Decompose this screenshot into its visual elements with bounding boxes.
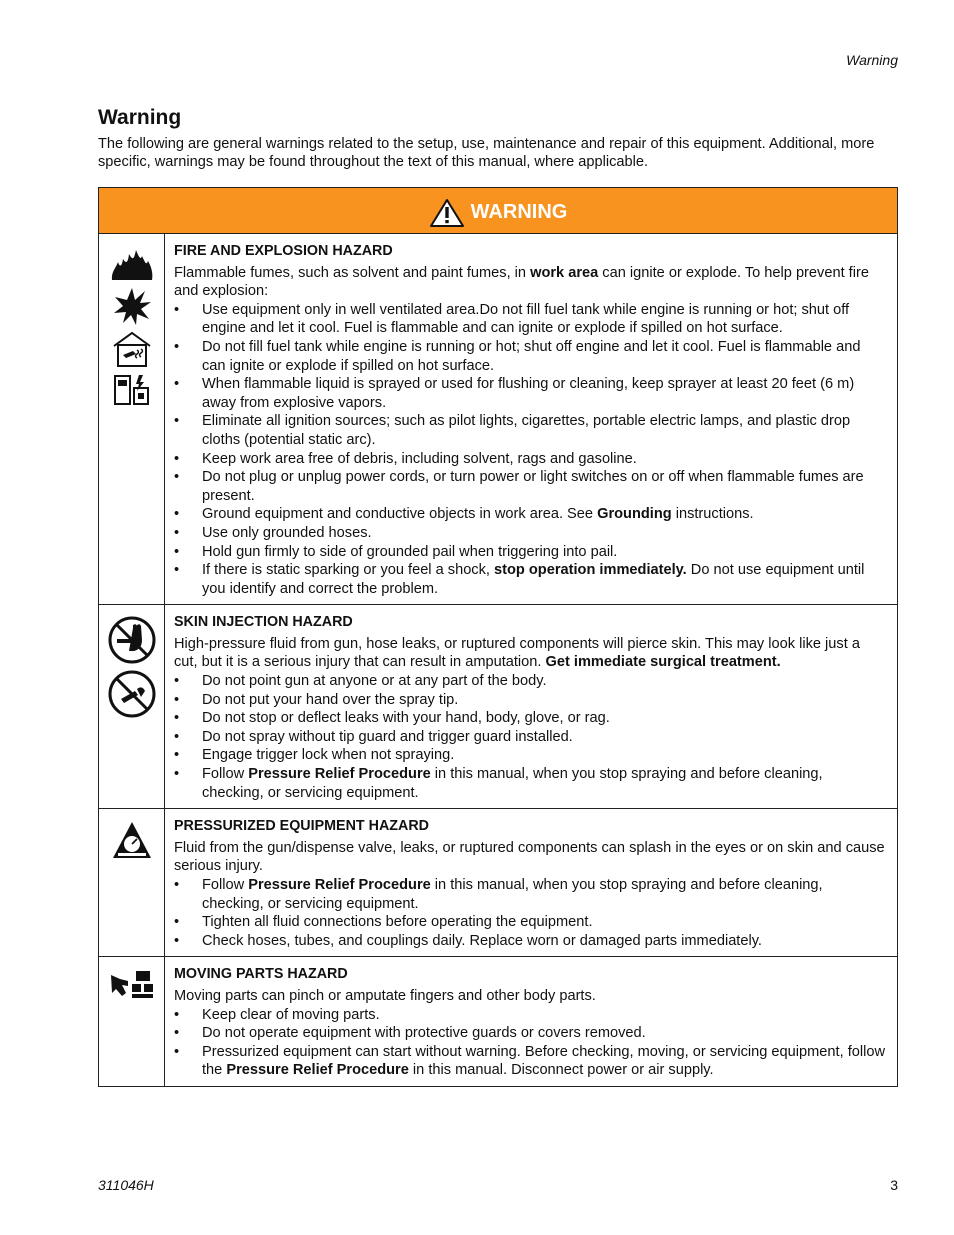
text-run: Fluid from the gun/dispense valve, leaks, or ruptured components can splash in the eyes or on skin and cause serious injury. [174, 839, 885, 875]
text-run: Flammable fumes, such as solvent and paint fumes, in [174, 264, 531, 281]
hazard-row-moving-parts [99, 957, 897, 1086]
bullet-item [174, 375, 887, 412]
hazard-title: MOVING PARTS HAZARD [174, 966, 348, 983]
warning-header-label: WARNING [470, 201, 568, 223]
hazard-content [165, 809, 897, 956]
hazard-icons [99, 957, 165, 1086]
bold-text: Pressure Relief Procedure [248, 877, 431, 893]
text-run: Use equipment only in well ventilated area.Do not fill fuel tank while engine is running or hot; shut off engine and let it cool. Fuel is flammable and can ignite or explode if spilled on hot surface. [202, 301, 850, 337]
bullet-item [174, 505, 887, 524]
bold-text: Pressure Relief Procedure [248, 766, 431, 783]
running-head: Warning [846, 52, 898, 68]
bullet-item [174, 450, 887, 469]
text-run: Eliminate all ignition sources; such as pilot lights, cigarettes, portable electric lamps, and plastic drop cloths (potential static arc). [202, 413, 851, 448]
bullet-item [174, 746, 887, 765]
bullet-item [174, 672, 887, 691]
text-run: Do not spray without tip guard and trigger guard installed. [202, 728, 573, 745]
text-run: Ground equipment and conductive objects in work area. See [202, 506, 598, 523]
footer-page-number: 3 [890, 1177, 898, 1193]
bullet-item [174, 765, 887, 802]
hazard-row-skin-injection [99, 605, 897, 809]
text-run: If there is static sparking or you feel a shock, [202, 562, 495, 579]
text-run: Do not use equipment until you identify and correct the problem. [202, 562, 865, 597]
moving-parts-hand-icon [108, 967, 156, 1003]
hazard-content [165, 234, 897, 604]
bullet-item [174, 338, 887, 375]
hazard-row-pressurized [99, 809, 897, 957]
text-run: in this manual, when you stop spraying and before cleaning, checking, or servicing equipment. [202, 766, 823, 801]
text-run: High-pressure fluid from gun, hose leaks, or ruptured components will pierce skin. This may look like just a cut, but it is a serious injury that can result in amputation. [174, 635, 860, 671]
text-run: Moving parts can pinch or amputate fingers and other body parts. [174, 987, 596, 1004]
no-hand-over-tip-icon [107, 615, 157, 665]
hazard-description [174, 987, 887, 1006]
footer-doc-number: 311046H [98, 1177, 154, 1193]
text-run: Do not stop or deflect leaks with your hand, body, glove, or rag. [202, 710, 610, 727]
bullet-item [174, 1043, 887, 1080]
warning-header [99, 188, 897, 234]
bold-text: work area [530, 264, 599, 281]
text-run: Tighten all fluid connections before operating the equipment. [202, 914, 593, 931]
hazard-row-fire [99, 234, 897, 605]
text-run: Do not point gun at anyone or at any part of the body. [202, 673, 547, 690]
bullet-item [174, 468, 887, 505]
text-run: Hold gun firmly to side of grounded pail when triggering into pail. [202, 543, 618, 560]
bullet-item [174, 932, 887, 951]
bullet-item [174, 876, 887, 913]
electrical-sparks-icon [112, 372, 152, 408]
bullet-item [174, 691, 887, 710]
text-run: Use only grounded hoses. [202, 524, 372, 541]
hazard-content [165, 957, 897, 1086]
intro-paragraph: The following are general warnings related to the setup, use, maintenance and repair of this equipment. Additional, more specific, warnings may be found throughout the text of this manual, where applicable. [98, 136, 875, 171]
hazard-content [165, 605, 897, 808]
text-run: Check hoses, tubes, and couplings daily. Replace worn or damaged parts immediately. [202, 932, 762, 949]
hazard-title: PRESSURIZED EQUIPMENT HAZARD [174, 818, 429, 835]
hazard-description [174, 635, 887, 672]
hazard-title: SKIN INJECTION HAZARD [174, 614, 353, 631]
fumes-house-icon [111, 330, 153, 368]
bold-text: Get immediate surgical treatment. [545, 654, 781, 671]
text-run: Do not put your hand over the spray tip. [202, 691, 459, 708]
bullet-item [174, 301, 887, 338]
hazard-bullets [174, 301, 887, 599]
pressure-gauge-icon [110, 819, 154, 863]
text-run: in this manual, when you stop spraying and before cleaning, checking, or servicing equipment. [202, 877, 823, 912]
bullet-item [174, 913, 887, 932]
page-title: Warning [98, 106, 182, 129]
text-run: Do not operate equipment with protective guards or covers removed. [202, 1025, 646, 1042]
text-run: Engage trigger lock when not spraying. [202, 747, 455, 764]
bullet-item [174, 524, 887, 543]
hazard-bullets [174, 1006, 887, 1080]
text-run: Keep clear of moving parts. [202, 1006, 380, 1023]
explosion-icon [112, 286, 152, 326]
skin-injection-icon [107, 669, 157, 719]
text-run: When flammable liquid is sprayed or used for flushing or cleaning, keep sprayer at least 20 feet (6 m) away from explosive vapors. [202, 376, 855, 411]
warning-box [98, 187, 898, 1087]
bullet-item [174, 561, 887, 598]
hazard-icons [99, 809, 165, 956]
hazard-bullets [174, 876, 887, 950]
warning-triangle-icon [429, 198, 465, 228]
bullet-item [174, 543, 887, 562]
bold-text: Grounding [597, 506, 672, 523]
hazard-bullets [174, 672, 887, 802]
bullet-item [174, 1006, 887, 1025]
hazard-icons [99, 234, 165, 604]
text-run: in this manual. Disconnect power or air supply. [408, 1062, 714, 1079]
hazard-description [174, 264, 887, 301]
hazard-title: FIRE AND EXPLOSION HAZARD [174, 243, 393, 259]
bullet-item [174, 1024, 887, 1043]
fire-icon [108, 244, 156, 282]
text-run: instructions. [671, 506, 754, 523]
bold-text: stop operation immediately. [494, 562, 687, 579]
text-run: Do not plug or unplug power cords, or turn power or light switches on or off when flammable fumes are present. [202, 469, 864, 504]
text-run: Do not fill fuel tank while engine is running or hot; shut off engine and let it cool. Fuel is flammable and can ignite or explode if spilled on hot surface. [202, 338, 861, 374]
bullet-item [174, 728, 887, 747]
bullet-item [174, 412, 887, 449]
text-run: Follow [202, 766, 249, 783]
text-run: Follow [202, 877, 249, 893]
text-run: Pressurized equipment can start without warning. Before checking, moving, or servicing equipment, follow the [202, 1043, 885, 1079]
hazard-icons [99, 605, 165, 808]
text-run: can ignite or explode. To help prevent fire and explosion: [174, 264, 869, 300]
bold-text: Pressure Relief Procedure [226, 1062, 409, 1079]
hazard-description [174, 839, 887, 876]
bullet-item [174, 709, 887, 728]
text-run: Keep work area free of debris, including solvent, rags and gasoline. [202, 450, 637, 467]
